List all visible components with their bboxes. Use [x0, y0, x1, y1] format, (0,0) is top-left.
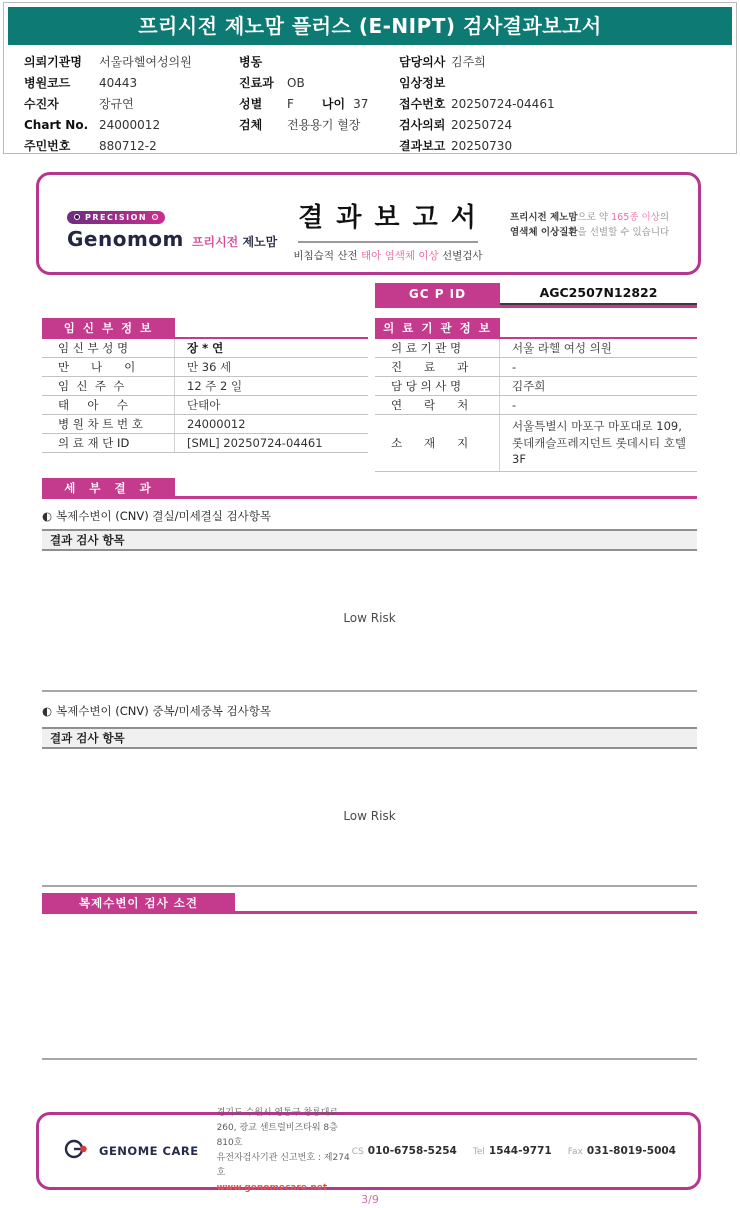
- contact-tel: Tel 1544-9771: [472, 1145, 552, 1157]
- section-divider: [42, 885, 697, 887]
- result-value: Low Risk: [343, 611, 396, 625]
- field-label: 검사의뢰: [399, 118, 446, 132]
- field-value: 20250724-04461: [451, 96, 555, 111]
- cnv-duplication-item: [42, 703, 697, 719]
- field-label: 성별: [239, 97, 263, 111]
- field-value: 장규연: [99, 97, 134, 111]
- field-label: 담당의사: [399, 55, 446, 69]
- header-field: [239, 93, 404, 114]
- band-note-line1: 프리시전 제노맘으로 약 165종 이상의: [510, 212, 669, 223]
- field-label: 진료과: [239, 76, 274, 90]
- table-row: 의 료 기 관 명 서울 라헬 여성 의원: [375, 339, 697, 358]
- header-field: [24, 51, 239, 72]
- table-row: 만 나 이 만 36 세: [42, 358, 368, 377]
- genome-care-logo: [63, 1137, 199, 1165]
- header-field: [24, 135, 239, 156]
- field-value: 20250730: [451, 138, 513, 153]
- table-header: 임 신 부 정 보: [42, 318, 175, 339]
- table-row: 담 당 의 사 명 김주희: [375, 377, 697, 396]
- header-field: [24, 114, 239, 135]
- header-column-1: [24, 51, 239, 156]
- field-value: 20250724: [451, 117, 513, 132]
- badge-label: PRECISION: [85, 212, 148, 222]
- table-row: 태 아 수 단태아: [42, 396, 368, 415]
- half-circle-icon: ◐: [42, 704, 53, 718]
- table-row: 병 원 차 트 번 호 24000012: [42, 415, 368, 434]
- result-band: [36, 172, 701, 275]
- result-value: Low Risk: [343, 809, 396, 823]
- section-divider: [42, 1058, 697, 1060]
- genome-care-logo-icon: [63, 1137, 93, 1165]
- gcp-underline: [375, 305, 697, 308]
- field-value: F: [287, 96, 294, 111]
- contact-cs: CS 010-6758-5254: [351, 1145, 457, 1157]
- field-value: OB: [287, 75, 305, 90]
- band-note: [510, 211, 682, 240]
- field-label: 의뢰기관명: [24, 55, 82, 69]
- page-number: 3/9: [361, 1193, 379, 1206]
- header-field: [239, 51, 404, 72]
- address-line1: 경기도 수원시 영통구 창룡대로 260, 광교 센트럴비즈타워 8층 810호: [216, 1108, 339, 1149]
- contact-fax: Fax 031-8019-5004: [567, 1145, 676, 1157]
- table-row: 의 료 재 단 ID [SML] 20250724-04461: [42, 434, 368, 453]
- gcp-id-label: GC P ID: [375, 283, 500, 305]
- cnv-item-title: 복제수변이 (CNV) 결실/미세결실 검사항목: [56, 509, 271, 523]
- header-field: [399, 93, 699, 114]
- header-column-3: [399, 51, 699, 156]
- half-circle-icon: ◐: [42, 509, 53, 523]
- gcp-id-value: AGC2507N12822: [500, 283, 697, 305]
- cnv-deletion-item: [42, 508, 697, 524]
- patient-header-box: [3, 2, 737, 154]
- footer: [36, 1108, 701, 1193]
- field-label: 접수번호: [399, 97, 446, 111]
- findings-section-header: [42, 893, 697, 914]
- field-label: 검체: [239, 118, 263, 132]
- badge-dot-icon: [152, 214, 158, 220]
- header-column-2: [239, 51, 404, 135]
- table-row: 연 락 처 -: [375, 396, 697, 415]
- section-title: 세 부 결 과: [42, 478, 175, 499]
- footer-contacts: [352, 1145, 676, 1157]
- address-line2: 유전자검사기관 신고번호 : 제274호: [216, 1153, 350, 1178]
- brand-name-kr: 프리시전 제노맘: [191, 235, 278, 249]
- header-field: [24, 93, 239, 114]
- field-label: 수진자: [24, 97, 59, 111]
- field-label: 임상정보: [399, 76, 446, 90]
- field-value: 전용용기 혈장: [287, 118, 361, 132]
- field-label: Chart No.: [24, 117, 89, 132]
- result-column-header: 결과 검사 항목: [42, 529, 697, 551]
- header-field: [399, 114, 699, 135]
- table-row: 소 재 지 서울특별시 마포구 마포대로 109, 롯데캐슬프레지던트 롯데시티 호텔 3F: [375, 415, 697, 472]
- table-header: 의 료 기 관 정 보: [375, 318, 500, 339]
- header-field: [399, 135, 699, 156]
- band-note-line2: 염색체 이상질환을 선별할 수 있습니다: [510, 226, 670, 238]
- header-field: [24, 72, 239, 93]
- brand-name: Genomom: [67, 227, 184, 251]
- band-title: 결 과 보 고 서: [298, 197, 478, 243]
- gcp-id-row: [375, 283, 697, 305]
- table-header-row: [42, 318, 368, 339]
- band-title-block: [273, 197, 503, 263]
- band-subtitle: 비침습적 산전 태아 염색체 이상 선별검사: [293, 250, 483, 262]
- header-field: [399, 51, 699, 72]
- company-name: GENOME CARE: [99, 1144, 199, 1158]
- header-field: [239, 114, 404, 135]
- field-value: 40443: [99, 75, 138, 90]
- field-label: 병동: [239, 55, 263, 69]
- brand-line: [67, 227, 277, 251]
- field-value: 880712-2: [99, 138, 157, 153]
- field-value: 37: [353, 96, 369, 111]
- table-header-row: [375, 318, 697, 339]
- section-title: 복제수변이 검사 소견: [42, 893, 235, 914]
- header-field: [239, 72, 404, 93]
- result-column-header: 결과 검사 항목: [42, 727, 697, 749]
- field-label: 결과보고: [399, 139, 446, 153]
- genomom-logo: [67, 205, 277, 251]
- section-divider: [42, 690, 697, 692]
- field-label: 나이: [321, 97, 346, 111]
- precision-badge: [67, 211, 165, 224]
- report-title-bar: 프리시전 제노맘 플러스 (E-NIPT) 검사결과보고서: [8, 7, 732, 45]
- field-value: 24000012: [99, 117, 161, 132]
- table-row: 임 신 주 수 12 주 2 일: [42, 377, 368, 396]
- badge-dot-icon: [74, 214, 80, 220]
- maternal-info-table: [42, 318, 368, 453]
- field-label: 주민번호: [24, 139, 71, 153]
- table-row: 진 료 과 -: [375, 358, 697, 377]
- detail-section-header: [42, 478, 697, 499]
- field-label: 병원코드: [24, 76, 71, 90]
- header-field: [399, 72, 699, 93]
- website-link: www.genomecare.net: [216, 1182, 328, 1193]
- table-row: 임 신 부 성 명 장 * 연: [42, 339, 368, 358]
- clinic-info-table: [375, 318, 697, 472]
- footer-address: [217, 1106, 352, 1195]
- cnv-item-title: 복제수변이 (CNV) 중복/미세중복 검사항목: [56, 704, 271, 718]
- field-value: 김주희: [451, 55, 486, 69]
- field-value: 서울라헬여성의원: [99, 55, 192, 69]
